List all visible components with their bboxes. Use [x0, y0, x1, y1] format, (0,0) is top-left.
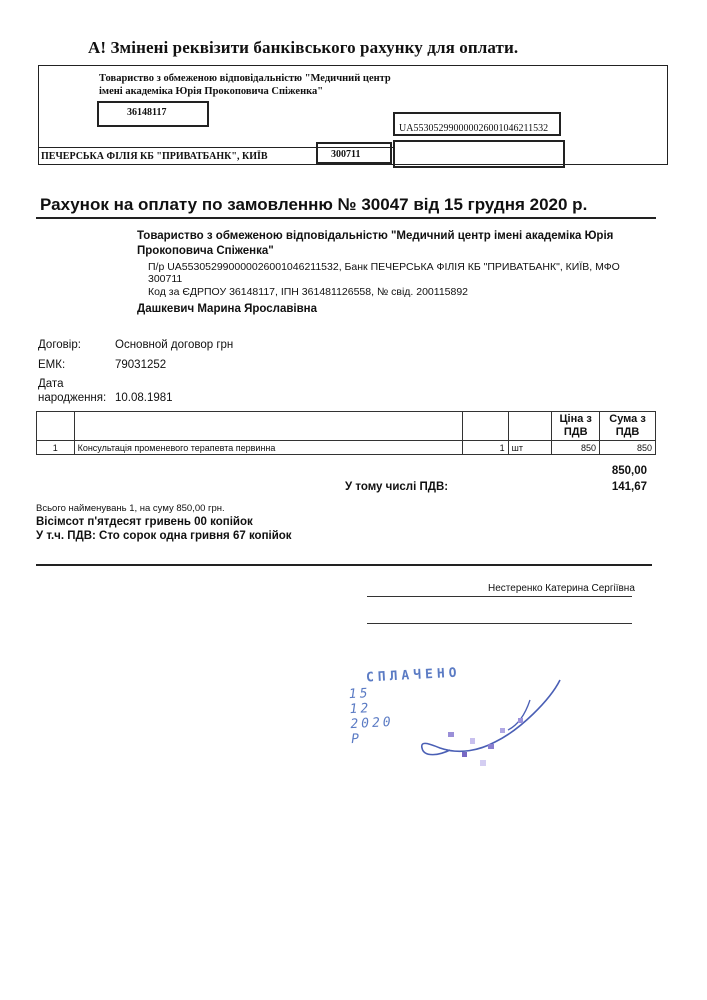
footer-rule: [36, 564, 652, 566]
banner-empty-box: [393, 140, 565, 168]
banner-mfo: 300711: [316, 142, 392, 164]
row-name: Консультація променевого терапевта первинна: [74, 441, 462, 455]
table-row: [37, 441, 656, 455]
title-rule: [36, 217, 656, 219]
header-qty: [462, 412, 508, 441]
signature-line: [367, 623, 632, 624]
signer-name: Нестеренко Катерина Сергіївна: [488, 583, 635, 594]
header-unit: [508, 412, 552, 441]
payer-name: Дашкевич Марина Ярославівна: [137, 303, 318, 315]
supplier-codes: Код за ЄДРПОУ 36148117, ІПН 361481126558, № свід. 200115892: [148, 286, 469, 298]
supplier-name: Товариство з обмеженою відповідальністю "Медичний центр імені академіка Юрія Прокоповича Спіженка": [137, 230, 614, 257]
total-amount: 850,00: [611, 465, 647, 477]
contract-value: Основной договор грн: [115, 339, 234, 351]
table-header-row: [37, 412, 656, 441]
items-count-line: Всього найменувань 1, на суму 850,00 грн.: [36, 503, 225, 514]
row-qty: 1: [462, 441, 508, 455]
header-price: Ціна з ПДВ: [552, 412, 600, 441]
row-price: 850: [552, 441, 600, 455]
emk-value: 79031252: [115, 359, 167, 371]
dob-label-line1: Дата: [38, 378, 64, 390]
row-unit: шт: [508, 441, 552, 455]
bank-details-box: [38, 65, 668, 165]
dob-label-line2: народження:: [38, 392, 107, 404]
stamp-date-text: 15 12 2020 Р: [348, 686, 395, 748]
supplier-account: П/р UA553052990000026001046211532, Банк ПЕЧЕРСЬКА ФІЛІЯ КБ "ПРИВАТБАНК", КИЇВ, МФО: [148, 261, 620, 273]
banner-title: А! Змінені реквізити банківського рахунку для оплати.: [88, 38, 519, 57]
supplier-mfo: 300711: [148, 273, 183, 285]
stamp-paid-text: СПЛАЧЕНО: [365, 665, 461, 686]
vat-label: У тому числі ПДВ:: [345, 481, 449, 493]
banner-bank: ПЕЧЕРСЬКА ФІЛІЯ КБ "ПРИВАТБАНК", КИЇВ: [41, 151, 268, 162]
header-sum: Сума з ПДВ: [600, 412, 656, 441]
vat-amount: 141,67: [611, 481, 647, 493]
header-num: [37, 412, 75, 441]
signer-line: [367, 596, 632, 597]
items-table: [36, 411, 656, 455]
row-sum: 850: [600, 441, 656, 455]
vat-in-words: У т.ч. ПДВ: Сто сорок одна гривня 67 копійок: [36, 530, 292, 542]
sum-in-words: Вісімсот п'ятдесят гривень 00 копійок: [36, 516, 253, 528]
dob-value: 10.08.1981: [115, 392, 173, 404]
row-num: 1: [37, 441, 75, 455]
contract-label: Договір:: [38, 339, 81, 351]
signature-icon: [400, 670, 580, 790]
banner-org-name: Товариство з обмеженою відповідальністю "Медичний центр імені академіка Юрія Прокоповича Спіженка": [99, 73, 391, 97]
invoice-title: Рахунок на оплату по замовленню № 30047 від 15 грудня 2020 р.: [40, 195, 588, 214]
emk-label: ЕМК:: [38, 359, 66, 371]
banner-edrpou: 36148117: [97, 101, 209, 127]
banner-iban: UA553052990000026001046211532: [393, 112, 561, 136]
header-name: [74, 412, 462, 441]
